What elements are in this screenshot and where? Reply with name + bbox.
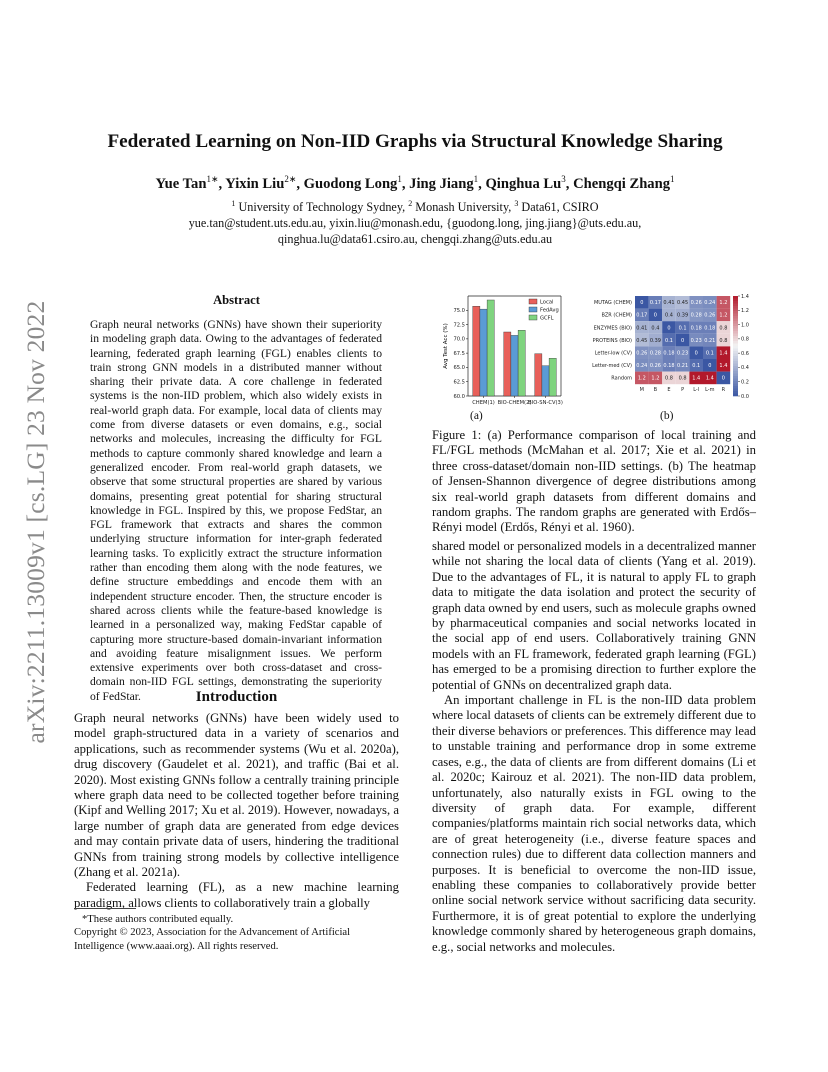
heatmap-col-label: B [653,387,658,394]
cell-value-label: 1.2 [637,375,646,382]
cell-value-label: 1.4 [705,375,714,382]
cell-value-label: 0.26 [690,300,702,307]
colorbar-segment [733,331,738,334]
heatmap-col-label: L-l [693,387,700,394]
y-tick-label: 70.0 [453,336,465,343]
cell-value-label: 0.18 [663,350,675,357]
email-line: yue.tan@student.uts.edu.au, yixin.liu@monash.edu, {guodong.long, jing.jiang}@uts.edu.au, [188,216,642,231]
cell-value-label: 0.41 [636,325,648,332]
colorbar-segment [733,299,738,302]
colorbar-segment [733,389,738,392]
heatmap-row-label: BZR (CHEM) [601,312,632,319]
cell-value-label: 0.1 [705,350,714,357]
bar [473,306,480,396]
footnote-rule [74,908,136,909]
cell-value-label: 0.8 [665,375,673,382]
colorbar-segment [733,329,738,332]
heatmap-row-label: Letter-med (CV) [592,363,632,370]
colorbar-segment [733,376,738,379]
colorbar-segment [733,341,738,344]
author: Yue Tan$^{1∗}$ [155,174,219,192]
author: Jing Jiang$^1$ [409,174,479,192]
affiliations [60,196,770,248]
author: Yixin Liu$^{2∗}$ [225,174,297,192]
cell-value-label: 0.45 [677,300,689,307]
colorbar-segment [733,336,738,339]
cell-value-label: 0.17 [636,312,648,319]
cell-value-label: 0.45 [636,337,648,344]
colorbar-segment [733,304,738,307]
colorbar-tick-label: 0.2 [741,379,749,386]
colorbar-tick-label: 1.4 [741,293,749,300]
legend-label: Local [540,299,554,306]
colorbar-segment [733,374,738,377]
cell-value-label: 0.1 [665,337,673,344]
colorbar-segment [733,384,738,387]
colorbar-segment [733,334,738,337]
intro-text [74,711,399,911]
figure-caption: Figure 1: (a) Performance comparison of local training and FL/FGL methods (McMahan et al. 2017; Xie et al. 2021) in three cross-dataset/domain non-IID settings. (b) The heatmap of Jensen-Shannon divergence of degree distributions among six real-world graph datasets from different domains and random graphs. The random graphs are generated with Erdős–Rényi model (Erdős, Rényi et al. 1960). [432,428,756,535]
y-axis-label: Avg Test Acc (%) [443,323,449,369]
footnote-equal-contribution: *These authors contributed equally. [82,914,234,925]
colorbar-segment [733,379,738,382]
colorbar-segment [733,351,738,354]
cell-value-label: 0.39 [649,337,661,344]
colorbar-tick-label: 0.6 [741,350,749,357]
colorbar-segment [733,296,738,299]
colorbar-segment [733,386,738,389]
colorbar-segment [733,311,738,314]
author: Qinghua Lu$^3$ [485,174,566,192]
cell-value-label: 0.8 [719,337,728,344]
colorbar-tick-label: 0.4 [741,365,749,372]
email-line: qinghua.lu@data61.csiro.au, chengqi.zhang@uts.edu.au [277,232,553,247]
colorbar [733,294,749,400]
author: Chengqi Zhang$^1$ [573,174,675,192]
bar [542,366,549,396]
right-paragraph-1: shared model or personalized models in a decentralized manner while not sharing the local data of clients (Yang et al. 2019). Due to the advantages of FL, it is natural to apply FL to graph data to mitigate the data isolation and protect the security of graph data owned by end users, such as molecule graphs owned by pharmaceutical companies and social networks located in the social app of end users. Collaboratively training GNN models with an FL framework, federated graph learning (FGL) has emerged to be a promising direction to further explore the potential of GNNs on decentralized graph data. [432,539,756,692]
paper-title: Federated Learning on Non-IID Graphs via Structural Knowledge Sharing [107,131,723,152]
colorbar-segment [733,346,738,349]
cell-value-label: 1.4 [719,350,728,357]
legend-label: FedAvg [540,307,559,314]
colorbar-segment [733,339,738,342]
heatmap-b [592,294,749,400]
y-tick-label: 75.0 [453,308,465,315]
heatmap-col-label: M [639,387,644,394]
colorbar-segment [733,324,738,327]
subcaption-b: (b) [660,410,674,422]
colorbar-segment [733,381,738,384]
right-column-text [432,539,756,955]
heatmap-row-label: Random [611,375,632,382]
colorbar-segment [733,369,738,372]
y-tick-label: 72.5 [453,322,465,329]
cell-value-label: 0.24 [636,363,648,370]
bar [518,330,525,396]
bar [511,335,518,396]
cell-value-label: 0.8 [678,375,687,382]
cell-value-label: 1.4 [692,375,701,382]
legend [529,299,559,322]
cell-value-label: 0.39 [677,312,689,319]
cell-value-label: 1.2 [719,300,728,307]
bar [480,309,487,396]
cell-value-label: 0.8 [719,325,728,332]
colorbar-tick-label: 0.0 [741,393,749,400]
affiliation-line: $^1$ University of Technology Sydney, $^2$ Monash University, $^3$ Data61, CSIRO [231,199,599,215]
cell-value-label: 0.18 [663,363,675,370]
heatmap-row-label: ENZYMES (BIO) [593,325,632,332]
legend-swatch [529,299,537,304]
colorbar-segment [733,359,738,362]
cell-value-label: 0 [721,375,725,382]
cell-value-label: 0 [640,300,644,307]
cell-value-label: 0.4 [651,325,660,332]
colorbar-segment [733,309,738,312]
colorbar-segment [733,326,738,329]
cell-value-label: 0.1 [692,363,701,370]
cell-value-label: 0 [681,337,685,344]
colorbar-tick-label: 1.0 [741,322,749,329]
heatmap-row-label: MUTAG (CHEM) [593,300,632,307]
colorbar-tick-label: 0.8 [741,336,749,343]
y-tick-label: 62.5 [453,379,465,386]
colorbar-segment [733,391,738,394]
cell-value-label: 0.26 [636,350,648,357]
x-tick-label: CHEM(1) [472,400,495,406]
colorbar-segment [733,394,738,397]
cell-value-label: 0.4 [665,312,673,319]
colorbar-segment [733,354,738,357]
arxiv-id: arXiv:2211.13009v1 [cs.LG] 23 Nov 2022 [21,300,50,744]
cell-value-label: 0.24 [704,300,716,307]
legend-swatch [529,315,537,320]
figure-svg [435,290,757,422]
cell-value-label: 0.28 [690,312,702,319]
cell-value-label: 0.18 [704,325,716,332]
arxiv-stamp [14,282,58,762]
x-tick-label: BIO-CHEM(2) [497,400,532,406]
bar [535,354,542,396]
cell-value-label: 0.26 [649,363,661,370]
legend-label: GCFL [540,315,554,322]
intro-paragraph-2: Federated learning (FL), as a new machine learning paradigm, allows clients to collaboratively train a globally [74,880,399,910]
y-tick-label: 60.0 [453,393,465,400]
colorbar-segment [733,301,738,304]
abstract-heading: Abstract [213,293,260,307]
heatmap-col-label: L-m [705,387,715,394]
cell-value-label: 0.26 [704,312,716,319]
colorbar-segment [733,366,738,369]
colorbar-segment [733,371,738,374]
colorbar-segment [733,344,738,347]
cell-value-label: 0 [653,312,657,319]
bar [487,300,494,396]
cell-value-label: 0.41 [663,300,675,307]
colorbar-segment [733,364,738,367]
y-tick-label: 67.5 [453,350,465,357]
colorbar-segment [733,314,738,317]
cell-value-label: 1.2 [719,312,728,319]
bar [549,358,556,396]
bar [504,332,511,396]
colorbar-segment [733,319,738,322]
cell-value-label: 0.21 [677,363,689,370]
cell-value-label: 0.21 [704,337,716,344]
footnote-copyright: Copyright © 2023, Association for the Advancement of Artificial Intelligence (www.aaai.org). All rights reserved. [74,927,351,952]
cell-value-label: 0.23 [690,337,702,344]
author-list: Yue Tan$^{1∗}$, Yixin Liu$^{2∗}$, Guodong Long$^1$, Jing Jiang$^1$, Qinghua Lu$^3$, Chengqi Zhang$^1$ [155,174,675,192]
bar-chart-a [443,296,563,406]
cell-value-label: 1.4 [719,363,728,370]
cell-value-label: 0.28 [649,350,661,357]
cell-value-label: 0.1 [678,325,687,332]
y-tick-label: 65.0 [453,365,465,372]
cell-value-label: 0.23 [677,350,689,357]
cell-value-label: 0.18 [690,325,702,332]
colorbar-segment [733,306,738,309]
cell-value-label: 0.17 [649,300,661,307]
colorbar-segment [733,356,738,359]
heatmap-col-label: P [681,387,685,394]
heatmap-row-label: PROTEINS (BIO) [592,337,632,344]
heatmap-col-label: E [667,387,671,394]
x-tick-label: BIO-SN-CV(3) [528,400,563,406]
legend-swatch [529,307,537,312]
figure-1 [435,290,757,422]
colorbar-segment [733,316,738,319]
subcaption-a: (a) [470,410,483,422]
author: Guodong Long$^1$ [303,174,402,192]
introduction-heading: Introduction [195,689,278,705]
colorbar-tick-label: 1.2 [741,308,749,315]
footnotes [74,913,399,953]
heatmap-row-label: Letter-low (CV) [594,350,632,357]
cell-value-label: 1.2 [651,375,660,382]
abstract-body: Graph neural networks (GNNs) have shown their superiority in modeling graph data. Owing to the advantages of federated learning, federated graph learning (FGL) enables clients to train strong GNN models in a distributed manner without sharing their private data. A core challenge in federated systems is the non-IID problem, which also widely exists in real-world graph data. For example, local data of clients may come from diverse datasets or even domains, e.g., social networks and molecules, increasing the difficulty for FGL methods to capture commonly shared knowledge and learn a generalized encoder. From real-world graph datasets, we observe that some structural properties are shared by various domains, presenting great potential for sharing structural knowledge in FGL. Inspired by this, we propose FedStar, an FGL framework that extracts and shares the common underlying structure information for inter-graph federated learning tasks. To explicitly extract the structure information rather than encoding them along with the node features, we define structure embeddings and encode them with an independent structure encoder. Then, the structure encoder is shared across clients while the feature-based knowledge is learned in a personalized way, making FedStar capable of capturing more structure-based domain-invariant information and avoiding feature misalignment issues. We perform extensive experiments over both cross-dataset and cross-domain non-IID FGL settings, demonstrating the superiority of FedStar. [90,318,382,703]
cell-value-label: 0 [667,325,671,332]
colorbar-segment [733,349,738,352]
cell-value-label: 0 [694,350,698,357]
cell-value-label: 0 [708,363,712,370]
heatmap-col-label: R [721,387,726,394]
intro-paragraph-1: Graph neural networks (GNNs) have been widely used to model graph-structured data in a variety of scenarios and applications, such as recommender systems (Wu et al. 2020a), drug discovery (Gaudelet et al. 2021), and traffic (Bai et al. 2020). Most existing GNNs follow a centrally training principle where graph data need to be collected together before training (Kipf and Welling 2017; Xu et al. 2019). However, nowadays, a large number of graph data are generated from edge devices and may contain private data of users, hindering the traditional GNNs from training strong models by collective intelligence (Zhang et al. 2021a). [74,711,399,880]
right-paragraph-2: An important challenge in FL is the non-IID data problem where local datasets of clients can be extremely different due to their diverse behaviors or preferences. This difference may lead to unstable training and performance drop in some extreme cases, e.g., the data of clients are from different domains (Li et al. 2020c; Kairouz et al. 2021). The non-IID data problem, unfortunately, also naturally exists in FGL owing to the diversity of graph data. For example, different companies/platforms maintain rich social networks data, which are of great heterogeneity (i.e., diverse feature spaces and connection rules) due to different data collection manners and purposes. It is beneficial to overcome the non-IID issue, enabling these companies to collaboratively provide better online social network service without sacrificing data security. Furthermore, it is of great potential to explore the underlying knowledge commonly shared by heterogeneous graph domains, e.g., social networks and molecules. [432,693,756,954]
colorbar-segment [733,321,738,324]
colorbar-segment [733,361,738,364]
